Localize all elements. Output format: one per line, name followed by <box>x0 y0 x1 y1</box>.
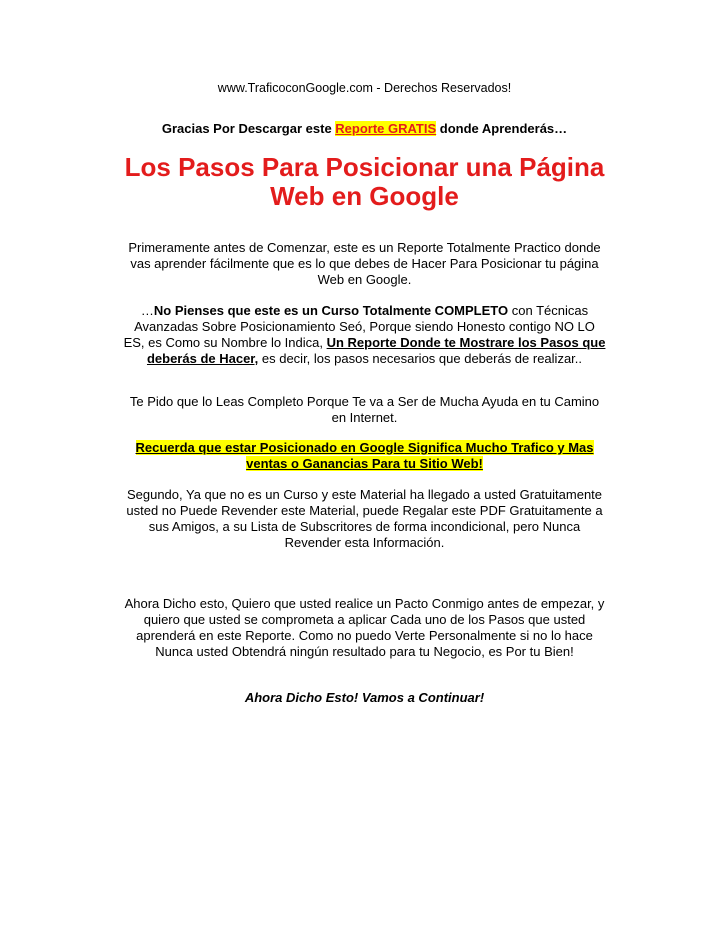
intro-line <box>122 121 607 136</box>
paragraph-read-complete: Te Pido que lo Leas Completo Porque Te va a Ser de Mucha Ayuda en tu Camino en Internet. <box>129 394 600 425</box>
intro-highlight: Reporte GRATIS <box>335 121 437 136</box>
reminder-text: Recuerda que estar Posicionado en Google Significa Mucho Trafico y Mas ventas o Ganancias Para tu Sitio Web! <box>135 440 594 471</box>
paragraph-intro: Primeramente antes de Comenzar, este es un Reporte Totalmente Practico donde vas aprender fácilmente que es lo que debes de Hacer Para Posicionar tu página Web en Google. <box>128 240 601 287</box>
disclaimer-underlined: Un Reporte Donde te Mostrare los Pasos que deberás de Hacer, <box>146 335 606 366</box>
paragraph-disclaimer <box>122 303 607 367</box>
title-line-2: Web en Google <box>270 181 459 211</box>
highlight-reminder <box>122 440 607 472</box>
title-line-1: Los Pasos Para Posicionar una Página <box>124 152 605 182</box>
closing-line: Ahora Dicho Esto! Vamos a Continuar! <box>244 690 485 705</box>
paragraph-license: Segundo, Ya que no es un Curso y este Material ha llegado a usted Gratuitamente usted no Puede Revender este Material, puede Regalar este PDF Gratuitamente a sus Amigos, a su Lista de Subscritores de forma incondicional, pero Nunca Revender esta Información. <box>126 487 603 550</box>
disclaimer-mid: con Técnicas Avanzadas Sobre Posicionamiento Seó, Porque siendo Honesto contigo NO LO ES, es Como su Nombre lo Indica, <box>123 303 595 350</box>
disclaimer-bold: No Pienses que este es un Curso Totalmente COMPLETO <box>153 303 509 318</box>
intro-suffix: donde Aprenderás… <box>436 121 568 136</box>
copyright-line: www.TraficoconGoogle.com - Derechos Reservados! <box>217 81 512 95</box>
ellipsis: … <box>140 303 154 318</box>
disclaimer-end: es decir, los pasos necesarios que deberás de realizar.. <box>258 351 583 366</box>
intro-prefix: Gracias Por Descargar este <box>161 121 336 136</box>
paragraph-pact: Ahora Dicho esto, Quiero que usted realice un Pacto Conmigo antes de empezar, y quiero que usted se comprometa a aplicar Cada uno de los Pasos que usted aprenderá en este Reporte. Como no puedo Verte Personalmente si no lo hace Nunca usted Obtendrá ningún resultado para tu Negocio, es Por tu Bien! <box>124 596 605 659</box>
page-title <box>122 153 607 211</box>
